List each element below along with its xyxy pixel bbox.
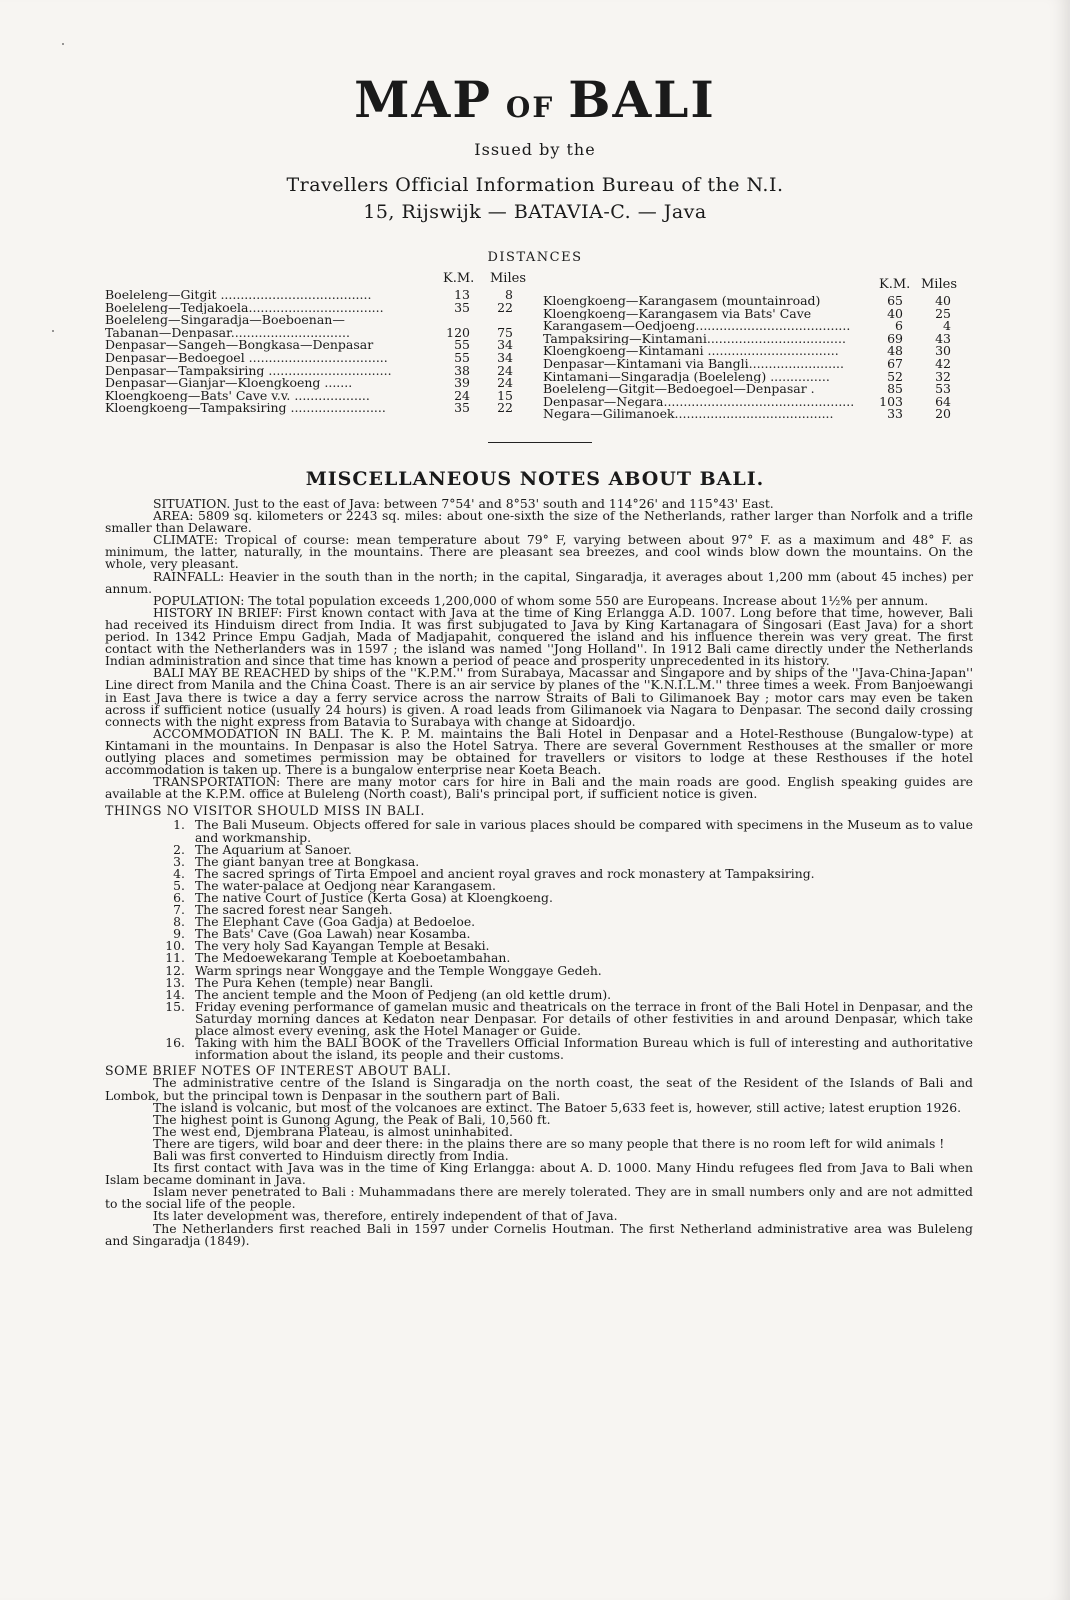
distance-km: 35 [454, 299, 470, 315]
route-name: Tampaksiring—Kintamani................................... [543, 332, 846, 346]
distance-row [105, 314, 535, 327]
distance-km: 13 [454, 287, 470, 302]
note-paragraph: CLIMATE: Tropical of course: mean temperature about 79° F, varying between about 97° F. as a maximum and 48° F. as minimum, the latter, naturally, in the mountains. There are pleasant sea breezes, and cool winds blow down the mountains. On the whole, very pleasant. [105, 532, 973, 572]
route-name: Tabanan—Denpasar.............................. [105, 326, 350, 340]
distance-km: 48 [887, 343, 903, 359]
brief-paragraph: The highest point is Gunong Agung, the Peak of Bali, 10,560 ft. [153, 1111, 551, 1127]
route-name: Negara—Gilimanoek........................................ [543, 408, 834, 421]
list-number: 15. [165, 998, 185, 1014]
distance-miles: 22 [497, 400, 513, 416]
distance-miles: 24 [497, 375, 513, 391]
list-number: 2. [173, 841, 185, 857]
distance-km: 69 [887, 330, 903, 346]
issued-by: Issued by the [474, 140, 596, 159]
distance-miles: 24 [497, 362, 513, 378]
paper-speck [52, 330, 54, 332]
route-name: Boeleleng—Singaradja—Boeboenan— [105, 314, 345, 327]
distance-miles: 34 [497, 337, 513, 353]
list-number: 3. [173, 853, 185, 869]
list-text: The sacred forest near Sangeh. [195, 902, 393, 918]
distance-km: 40 [887, 305, 903, 321]
route-name: Kloengkoeng—Karangasem (mountainroad) [543, 295, 821, 308]
page-title [0, 70, 1070, 129]
list-text: The Elephant Cave (Goa Gadja) at Bedoeloe. [195, 914, 476, 930]
distance-row [105, 324, 535, 340]
distance-miles: 25 [935, 305, 951, 321]
distance-miles: 4 [943, 318, 951, 334]
list-text: The Pura Kehen (temple) near Bangli. [195, 974, 434, 990]
list-text: Warm springs near Wonggaye and the Temple Wonggaye Gedeh. [195, 962, 602, 978]
note-paragraph: ACCOMMODATION IN BALI. The K. P. M. maintains the Bali Hotel in Denpasar and a Hotel-Resthouse (Bungalow-type) at Kintamani in the mountains. In Denpasar is also the Hotel Satrya. There are several Government Resthouses at the smaller or more outlying places and sometimes permission may be obtained for travellers or visitors to lodge at these Resthouses if the hotel accommodation is taken up. There is a bungalow enterprise near Koeta Beach. [105, 725, 973, 778]
distance-km: 33 [887, 406, 903, 422]
paper-speck [62, 43, 64, 45]
distance-km: 120 [446, 324, 470, 340]
route-name: Kloengkoeng—Bats' Cave v.v. ................... [105, 389, 370, 403]
note-paragraph: RAINFALL: Heavier in the south than in the north; in the capital, Singaradja, it averages about 1,200 mm (about 45 inches) per annum. [105, 568, 973, 596]
bureau-block [0, 172, 1070, 226]
title-map: MAP [354, 70, 492, 129]
distances-heading: DISTANCES [487, 250, 583, 265]
brief-paragraph: The west end, Djembrana Plateau, is almost uninhabited. [153, 1123, 513, 1139]
brief-paragraph: The island is volcanic, but most of the volcanoes are extinct. The Batoer 5,633 feet is, however, still active; latest eruption 1926. [153, 1099, 962, 1115]
title-of: OF [505, 91, 555, 124]
list-item [105, 1037, 973, 1061]
route-name: Kintamani—Singaradja (Boeleleng) ............... [543, 370, 830, 384]
distance-row [543, 345, 975, 358]
brief-paragraph: There are tigers, wild boar and deer there: in the plains there are so many people that there is no room left for wild animals ! [153, 1135, 945, 1151]
route-name: Denpasar—Kintamani via Bangli........................ [543, 357, 844, 371]
distance-miles: 34 [497, 349, 513, 365]
list-number: 14. [165, 986, 185, 1002]
notes-body [105, 498, 973, 1247]
distance-row [543, 408, 975, 421]
note-paragraph: SITUATION. Just to the east of Java: between 7°54' and 8°53' south and 114°26' and 115°43' East. [153, 496, 774, 511]
distance-miles: 22 [497, 299, 513, 315]
misc-notes-title: MISCELLANEOUS NOTES ABOUT BALI. [305, 468, 765, 490]
list-text: The ancient temple and the Moon of Pedjeng (an old kettle drum). [195, 986, 612, 1002]
brief-paragraph: Bali was first converted to Hinduism directly from India. [153, 1147, 509, 1163]
title-bali: BALI [568, 70, 716, 129]
route-name: Boeleleng—Gitgit—Bedoegoel—Denpasar . [543, 383, 815, 396]
distance-row [105, 289, 535, 302]
miles-header-right: Miles [921, 277, 957, 292]
note-paragraph: TRANSPORTATION: There are many motor cars for hire in Bali and the main roads are good. English speaking guides are available at the K.P.M. office at Buleleng (North coast), Bali's principal port, if sufficient notice is given. [105, 774, 973, 802]
list-text: Taking with him the BALI BOOK of the Travellers Official Information Bureau which is full of interesting and authoritative information about the island, its people and their customs. [195, 1035, 973, 1063]
list-number: 13. [165, 974, 185, 990]
miles-header-left: Miles [490, 271, 526, 286]
route-name: Karangasem—Oedjoeng....................................... [543, 320, 851, 333]
list-number: 7. [173, 902, 185, 918]
list-number: 11. [165, 950, 185, 966]
route-name: Kloengkoeng—Tampaksiring ........................ [105, 402, 386, 415]
list-number: 8. [173, 914, 185, 930]
distance-row [543, 330, 975, 346]
distance-miles: 64 [935, 393, 951, 409]
divider-rule [488, 442, 592, 443]
list-text: Friday evening performance of gamelan music and theatricals on the terrace in front of the Bali Hotel in Denpasar, and the Saturday morning dances at Kedaton near Denpasar. For details of other festivities in and around Denpasar, which take place almost every evening, ask the Hotel Manager or Guide. [195, 998, 973, 1039]
list-number: 1. [173, 817, 185, 833]
distance-km: 24 [454, 387, 470, 403]
route-name: Kloengkoeng—Karangasem via Bats' Cave [543, 307, 812, 321]
route-name: Denpasar—Negara................................................ [543, 395, 855, 409]
distance-row [105, 402, 535, 415]
brief-heading: SOME BRIEF NOTES OF INTEREST ABOUT BALI. [105, 1063, 452, 1079]
brief-paragraph: Its first contact with Java was in the time of King Erlangga: about A. D. 1000. Many Hindu refugees fled from Java to Bali when Islam became dominant in Java. [105, 1160, 973, 1188]
route-name: Boeleleng—Gitgit ...................................... [105, 289, 372, 302]
route-name: Kloengkoeng—Kintamani ................................. [543, 345, 839, 358]
route-name: Denpasar—Gianjar—Kloengkoeng ....... [105, 377, 353, 390]
distance-km: 67 [887, 355, 903, 371]
distance-miles: 30 [935, 343, 951, 359]
list-text: The very holy Sad Kayangan Temple at Besaki. [195, 938, 490, 954]
list-number: 5. [173, 877, 185, 893]
route-name: Boeleleng—Tedjakoela.................................. [105, 301, 384, 315]
distance-miles: 32 [935, 368, 951, 384]
distance-km: 103 [879, 393, 903, 409]
distance-km: 39 [454, 375, 470, 391]
brief-paragraph: Islam never penetrated to Bali : Muhammadans there are merely tolerated. They are in small numbers only and are not admitted to the social life of the people. [105, 1184, 973, 1212]
distance-row [105, 362, 535, 378]
distance-row [543, 355, 975, 371]
distance-row [543, 383, 975, 396]
distance-km: 35 [454, 400, 470, 416]
bureau-name: Travellers Official Information Bureau of the N.I. [286, 174, 784, 196]
distance-miles: 42 [935, 355, 951, 371]
brief-paragraph: The administrative centre of the Island is Singaradja on the north coast, the seat of the Resident of the Islands of Bali and Lombok, but the principal town is Denpasar in the southern part of Bali. [105, 1075, 973, 1103]
distance-km: 38 [454, 362, 470, 378]
distance-row [543, 393, 975, 409]
distance-row [105, 349, 535, 365]
list-text: The Medoewekarang Temple at Koeboetambahan. [195, 950, 511, 966]
distance-row [105, 377, 535, 390]
distance-miles: 75 [497, 324, 513, 340]
distance-miles: 43 [935, 330, 951, 346]
distance-miles: 40 [935, 293, 951, 308]
distance-km: 52 [887, 368, 903, 384]
list-text: The sacred springs of Tirta Empoel and ancient royal graves and rock monastery at Tampaksiring. [195, 865, 815, 881]
distance-row [543, 368, 975, 384]
distance-km: 65 [887, 293, 903, 308]
km-header-left: K.M. [443, 271, 475, 286]
bureau-address: 15, Rijswijk — BATAVIA-C. — Java [363, 201, 707, 223]
distance-km: 85 [887, 381, 903, 397]
list-number: 16. [165, 1035, 185, 1051]
km-header-right: K.M. [879, 277, 911, 292]
distance-miles: 20 [935, 406, 951, 422]
list-number: 12. [165, 962, 185, 978]
list-text: The native Court of Justice (Kerta Gosa) at Kloengkoeng. [195, 890, 553, 905]
list-number: 4. [173, 865, 185, 881]
brief-paragraph: The Netherlanders first reached Bali in 1597 under Cornelis Houtman. The first Netherland administrative area was Buleleng and Singaradja (1849). [105, 1220, 973, 1248]
list-text: The Bali Museum. Objects offered for sale in various places should be compared with specimens in the Museum as to value and workmanship. [195, 817, 973, 845]
note-paragraph: POPULATION: The total population exceeds 1,200,000 of whom some 550 are Europeans. Increase about 1½% per annum. [153, 592, 929, 608]
list-number: 10. [165, 938, 185, 954]
distance-miles: 8 [505, 287, 513, 302]
distance-miles: 15 [497, 387, 513, 403]
note-paragraph: BALI MAY BE REACHED by ships of the ''K.P.M.'' from Surabaya, Macassar and Singapore and by ships of the ''Java-China-Japan'' Line direct from Manila and the China Coast. There is an air service by planes of the ''K.N.I.L.M.'' three times a week. From Banjoewangi in East Java there is twice a day a ferry service across the narrow Straits of Bali to Gilimanoek Bay ; motor cars may even be taken across if sufficient notice (usually 24 hours) is given. A road leads from Gilimanoek via Nagara to Denpasar. The second daily crossing connects with the night express from Batavia to Surabaya with change at Sidoardjo. [105, 665, 973, 729]
route-name: Denpasar—Sangeh—Bongkasa—Denpasar [105, 339, 374, 352]
list-text: The giant banyan tree at Bongkasa. [195, 853, 420, 869]
list-number: 9. [173, 926, 185, 942]
list-text: The water-palace at Oedjong near Karangasem. [195, 877, 496, 893]
distance-km: 6 [895, 318, 903, 334]
distance-km: 55 [454, 337, 470, 353]
distance-row [543, 320, 975, 333]
route-name: Denpasar—Tampaksiring ............................... [105, 364, 392, 378]
list-text: The Bats' Cave (Goa Lawah) near Kosamba. [195, 926, 471, 942]
list-item [105, 998, 973, 1039]
note-paragraph: AREA: 5809 sq. kilometers or 2243 sq. miles: about one-sixth the size of the Netherlands, rather larger than Norfolk and a trifle smaller than Delaware. [105, 508, 973, 536]
things-heading: THINGS NO VISITOR SHOULD MISS IN BALI. [105, 803, 425, 819]
note-paragraph: HISTORY IN BRIEF: First known contact with Java at the time of King Erlangga A.D. 1007. Long before that time, however, Bali had received its Hinduism direct from India. It was first subjugated to Java by King Kartanagara of Singosari (East Java) for a short period. In 1342 Prince Empu Gadjah, Mada of Madjapahit, conquered the island and his influence therein was very great. The first contact with the Netherlanders was in 1597 ; the island was named ''Jong Holland''. In 1912 Bali came directly under the Netherlands Indian administration and since that time has known a period of peace and prosperity unprecedented in its history. [105, 604, 973, 669]
distance-row [105, 339, 535, 352]
list-number: 6. [173, 890, 185, 905]
route-name: Denpasar—Bedoegoel ................................... [105, 351, 388, 365]
distance-row [543, 295, 975, 308]
list-item [105, 819, 973, 843]
distance-row [105, 387, 535, 403]
brief-paragraph: Its later development was, therefore, entirely independent of that of Java. [153, 1208, 618, 1224]
distance-row [543, 305, 975, 321]
distance-row [105, 299, 535, 315]
list-text: The Aquarium at Sanoer. [195, 841, 352, 857]
distance-km: 55 [454, 349, 470, 365]
distance-miles: 53 [935, 381, 951, 397]
